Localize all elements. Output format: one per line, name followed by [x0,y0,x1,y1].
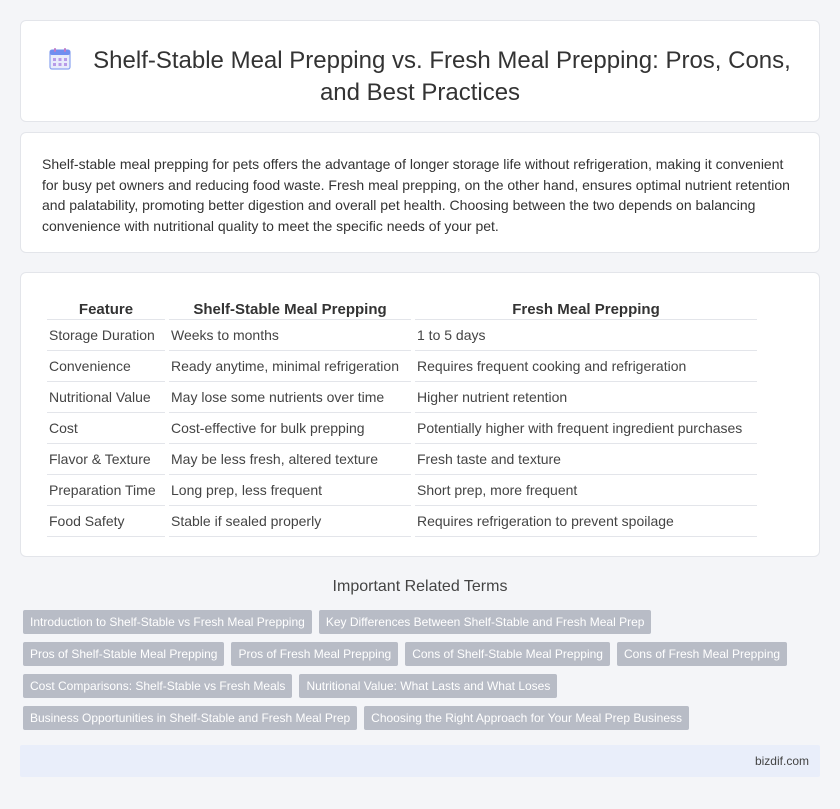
title-card [20,20,820,122]
related-terms-list [23,610,823,738]
intro-paragraph: Shelf-stable meal prepping for pets offers the advantage of longer storage life without refrigeration, making it convenient for busy pet owners and reducing food waste. Fresh meal prepping, on the other hand, ensures optimal nutrient retention and palatability, promoting better digestion and overall pet health. Choosing between the two depends on balancing convenience with nutritional quality to meet the specific needs of your pet. [42,156,790,234]
table-row [47,320,757,351]
shelf-stable-cell: Long prep, less frequent [169,475,411,506]
related-term-tag[interactable]: Business Opportunities in Shelf-Stable and Fresh Meal Prep [23,706,357,730]
shelf-stable-cell: May be less fresh, altered texture [169,444,411,475]
feature-cell: Flavor & Texture [47,444,165,475]
related-term-tag[interactable]: Introduction to Shelf-Stable vs Fresh Meal Prepping [23,610,312,634]
footer-bar [20,745,820,777]
title-line-2: and Best Practices [319,79,521,106]
comparison-table [43,294,761,537]
header-fresh: Fresh Meal Prepping [415,294,757,320]
related-terms-heading: Important Related Terms [332,578,508,595]
feature-cell: Food Safety [47,506,165,537]
fresh-cell: Higher nutrient retention [415,382,757,413]
related-term-tag[interactable]: Nutritional Value: What Lasts and What Loses [299,674,557,698]
comparison-card [20,272,820,557]
shelf-stable-cell: Weeks to months [169,320,411,351]
shelf-stable-cell: May lose some nutrients over time [169,382,411,413]
shelf-stable-cell: Cost-effective for bulk prepping [169,413,411,444]
table-header-row [47,294,757,320]
calendar-icon [49,47,71,71]
feature-cell: Preparation Time [47,475,165,506]
table-row [47,413,757,444]
fresh-cell: Requires frequent cooking and refrigeration [415,351,757,382]
fresh-cell: Short prep, more frequent [415,475,757,506]
related-term-tag[interactable]: Cost Comparisons: Shelf-Stable vs Fresh Meals [23,674,292,698]
feature-cell: Convenience [47,351,165,382]
table-row [47,351,757,382]
title-line-1: Shelf-Stable Meal Prepping vs. Fresh Meal Prepping: Pros, Cons, [93,47,791,74]
related-term-tag[interactable]: Cons of Shelf-Stable Meal Prepping [405,642,610,666]
page-title [21,45,819,109]
intro-card [20,132,820,253]
table-row [47,475,757,506]
feature-cell: Nutritional Value [47,382,165,413]
table-row [47,506,757,537]
related-term-tag[interactable]: Pros of Fresh Meal Prepping [231,642,398,666]
header-shelf-stable: Shelf-Stable Meal Prepping [169,294,411,320]
fresh-cell: Fresh taste and texture [415,444,757,475]
table-row [47,444,757,475]
header-feature: Feature [47,294,165,320]
site-link[interactable]: bizdif.com [754,754,809,768]
related-term-tag[interactable]: Choosing the Right Approach for Your Meal Prep Business [364,706,689,730]
related-term-tag[interactable]: Cons of Fresh Meal Prepping [617,642,787,666]
shelf-stable-cell: Stable if sealed properly [169,506,411,537]
related-term-tag[interactable]: Key Differences Between Shelf-Stable and Fresh Meal Prep [319,610,652,634]
fresh-cell: Potentially higher with frequent ingredient purchases [415,413,757,444]
shelf-stable-cell: Ready anytime, minimal refrigeration [169,351,411,382]
fresh-cell: Requires refrigeration to prevent spoilage [415,506,757,537]
related-term-tag[interactable]: Pros of Shelf-Stable Meal Prepping [23,642,224,666]
feature-cell: Cost [47,413,165,444]
table-row [47,382,757,413]
fresh-cell: 1 to 5 days [415,320,757,351]
feature-cell: Storage Duration [47,320,165,351]
